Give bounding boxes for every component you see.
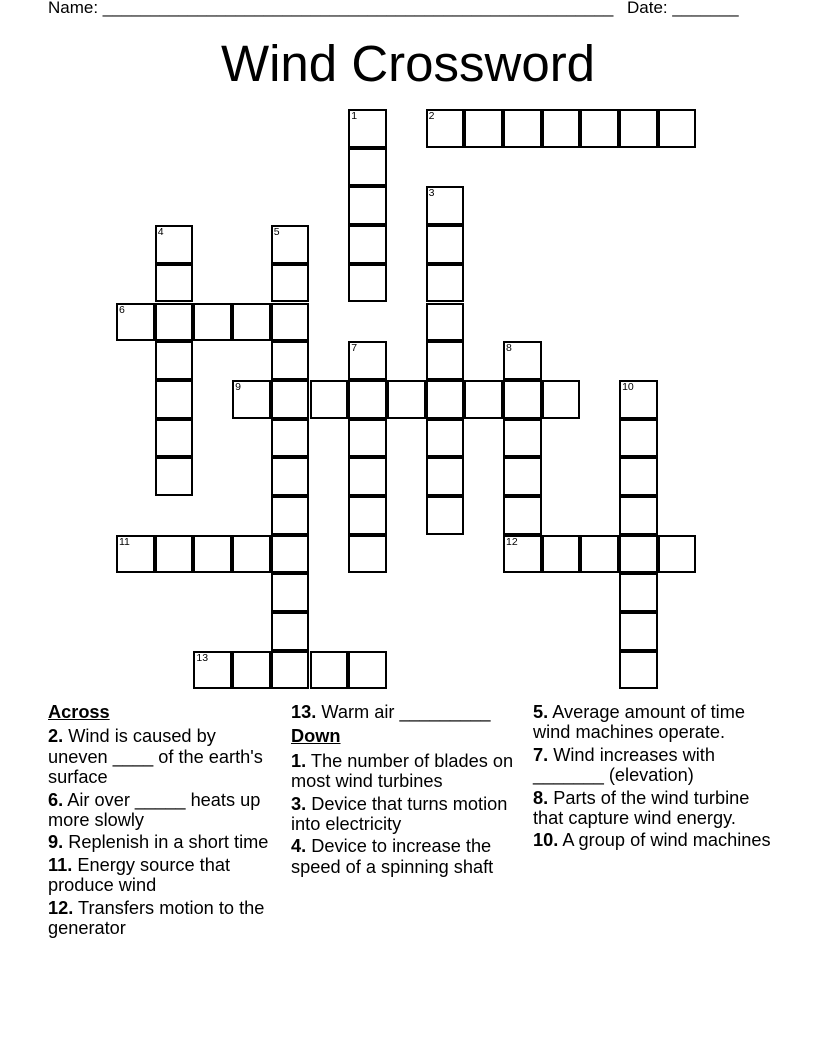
grid-cell[interactable] bbox=[348, 225, 387, 264]
grid-cell[interactable] bbox=[426, 457, 465, 496]
grid-cell[interactable] bbox=[155, 380, 194, 419]
clue-across-11: 11. Energy source that produce wind bbox=[48, 854, 230, 896]
clue-number: 13 bbox=[196, 651, 209, 664]
grid-cell[interactable] bbox=[619, 109, 658, 148]
grid-cell[interactable] bbox=[193, 651, 232, 690]
grid-cell[interactable] bbox=[542, 109, 581, 148]
clue-number: 1 bbox=[351, 110, 358, 122]
grid-cell[interactable] bbox=[155, 419, 194, 458]
grid-cell[interactable] bbox=[348, 457, 387, 496]
grid-cell[interactable] bbox=[271, 535, 310, 574]
page-title: Wind Crossword bbox=[220, 35, 596, 92]
date-field-label: Date: _______ bbox=[627, 0, 739, 17]
clue-number: 6 bbox=[119, 303, 125, 316]
grid-cell[interactable] bbox=[426, 419, 465, 458]
clues-column-3 bbox=[533, 702, 773, 853]
clue-number: 8 bbox=[506, 342, 512, 355]
clue-number: 10 bbox=[622, 380, 634, 393]
grid-cell[interactable] bbox=[619, 573, 658, 612]
grid-cell[interactable] bbox=[426, 109, 465, 148]
grid-cell[interactable] bbox=[193, 303, 232, 342]
header bbox=[48, 0, 739, 18]
clue-down-8: 8. Parts of the wind turbine that capture wind energy. bbox=[533, 787, 750, 829]
grid-cell[interactable] bbox=[348, 496, 387, 535]
clue-number: 12 bbox=[506, 535, 518, 548]
grid-cell[interactable] bbox=[387, 380, 426, 419]
clue-down-3: 3. Device that turns motion into electricity bbox=[291, 793, 508, 835]
grid-cell[interactable] bbox=[271, 380, 310, 419]
clue-number: 3 bbox=[428, 187, 435, 200]
grid-cell[interactable] bbox=[503, 380, 542, 419]
grid-cell[interactable] bbox=[348, 264, 387, 303]
clue-number: 7 bbox=[351, 342, 358, 355]
clue-across-2: 2. Wind is caused by uneven ____ of the earth's surface bbox=[48, 726, 263, 788]
clue-number: 4 bbox=[157, 226, 164, 239]
grid-cell[interactable] bbox=[232, 651, 271, 690]
clue-down-10: 10. A group of wind machines bbox=[533, 830, 771, 851]
grid-cell[interactable] bbox=[426, 303, 465, 342]
grid-cell[interactable] bbox=[271, 341, 310, 380]
grid-cell[interactable] bbox=[271, 457, 310, 496]
grid-cell[interactable] bbox=[348, 651, 387, 690]
grid-cell[interactable] bbox=[232, 303, 271, 342]
grid-cell[interactable] bbox=[619, 419, 658, 458]
name-field-label: Name: ______________________________________________________ bbox=[48, 0, 614, 17]
grid-cell[interactable] bbox=[271, 496, 310, 535]
clue-down-7: 7. Wind increases with _______ (elevation) bbox=[533, 744, 715, 786]
grid-cell[interactable] bbox=[116, 303, 155, 342]
grid-cell[interactable] bbox=[464, 380, 503, 419]
grid-cell[interactable] bbox=[658, 535, 697, 574]
grid-cell[interactable] bbox=[310, 380, 349, 419]
grid-cell[interactable] bbox=[271, 419, 310, 458]
grid-cell[interactable] bbox=[310, 651, 349, 690]
grid-cell[interactable] bbox=[271, 573, 310, 612]
grid-cell[interactable] bbox=[542, 535, 581, 574]
grid-cell[interactable] bbox=[503, 419, 542, 458]
clue-down-1: 1. The number of blades on most wind turbines bbox=[291, 750, 514, 792]
grid-cell[interactable] bbox=[619, 651, 658, 690]
grid-cell[interactable] bbox=[542, 380, 581, 419]
grid-cell[interactable] bbox=[271, 225, 310, 264]
grid-cell[interactable] bbox=[271, 651, 310, 690]
grid-cell[interactable] bbox=[155, 457, 194, 496]
grid-cell[interactable] bbox=[426, 186, 465, 225]
clues-column-1 bbox=[48, 702, 278, 940]
grid-cell[interactable] bbox=[232, 535, 271, 574]
grid-cell[interactable] bbox=[348, 341, 387, 380]
clue-number: 11 bbox=[119, 535, 130, 548]
grid-cell[interactable] bbox=[580, 535, 619, 574]
grid-cell[interactable] bbox=[348, 535, 387, 574]
grid-cell[interactable] bbox=[348, 419, 387, 458]
grid-cell[interactable] bbox=[155, 264, 194, 303]
grid-cell[interactable] bbox=[116, 535, 155, 574]
grid-cell[interactable] bbox=[619, 535, 658, 574]
clue-number: 5 bbox=[273, 226, 280, 239]
grid-cell[interactable] bbox=[155, 341, 194, 380]
grid-cell[interactable] bbox=[503, 109, 542, 148]
clue-across-6: 6. Air over _____ heats up more slowly bbox=[48, 789, 261, 831]
grid-cell[interactable] bbox=[271, 612, 310, 651]
clue-across-9: 9. Replenish in a short time bbox=[48, 832, 269, 853]
grid-cell[interactable] bbox=[232, 380, 271, 419]
clue-down-5: 5. Average amount of time wind machines operate. bbox=[533, 702, 745, 743]
clue-down-4: 4. Device to increase the speed of a spinning shaft bbox=[291, 836, 494, 877]
down-heading: Down bbox=[291, 726, 341, 747]
grid-cell[interactable] bbox=[426, 264, 465, 303]
grid-cell[interactable] bbox=[271, 264, 310, 303]
grid-cell[interactable] bbox=[348, 109, 387, 148]
grid-cell[interactable] bbox=[658, 109, 697, 148]
grid-cell[interactable] bbox=[619, 380, 658, 419]
grid-cell[interactable] bbox=[503, 496, 542, 535]
grid-cell[interactable] bbox=[426, 225, 465, 264]
grid-cell[interactable] bbox=[348, 380, 387, 419]
grid-cell[interactable] bbox=[193, 535, 232, 574]
clue-number: 2 bbox=[428, 110, 435, 122]
across-heading: Across bbox=[48, 702, 110, 722]
grid-cell[interactable] bbox=[580, 109, 619, 148]
grid-cell[interactable] bbox=[503, 535, 542, 574]
grid-cell[interactable] bbox=[426, 380, 465, 419]
grid-cell[interactable] bbox=[271, 303, 310, 342]
grid-cell[interactable] bbox=[464, 109, 503, 148]
grid-cell[interactable] bbox=[619, 612, 658, 651]
grid-cell[interactable] bbox=[155, 303, 194, 342]
grid-cell[interactable] bbox=[619, 496, 658, 535]
grid-cell[interactable] bbox=[155, 535, 194, 574]
grid-cell[interactable] bbox=[426, 496, 465, 535]
clues-column-2 bbox=[291, 702, 521, 879]
grid-cell[interactable] bbox=[348, 186, 387, 225]
grid-cell[interactable] bbox=[503, 341, 542, 380]
grid-cell[interactable] bbox=[503, 457, 542, 496]
grid-cell[interactable] bbox=[619, 457, 658, 496]
grid-cell[interactable] bbox=[348, 148, 387, 187]
clue-number: 9 bbox=[235, 380, 241, 393]
clue-across-12: 12. Transfers motion to the generator bbox=[48, 897, 265, 939]
clue-across-13: 13. Warm air _________ bbox=[291, 702, 491, 722]
grid-cell[interactable] bbox=[155, 225, 194, 264]
grid-cell[interactable] bbox=[426, 341, 465, 380]
